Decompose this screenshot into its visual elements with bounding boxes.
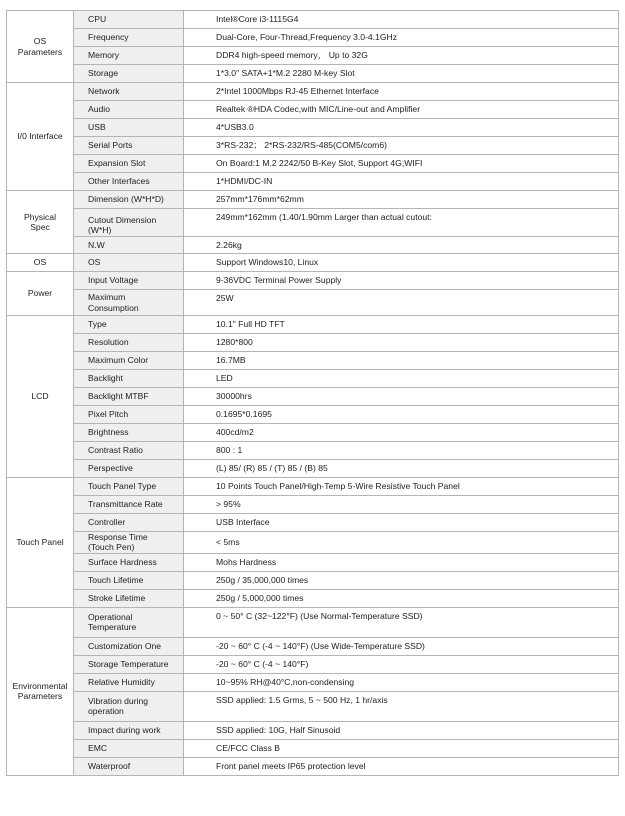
spec-row xyxy=(7,316,619,334)
spec-row xyxy=(7,29,619,47)
spec-table xyxy=(6,10,619,776)
spec-row xyxy=(7,514,619,532)
spec-row xyxy=(7,237,619,254)
spec-table-body xyxy=(7,11,619,776)
spec-param-label: Contrast Ratio xyxy=(74,442,184,460)
spec-value: Support Windows10, Linux xyxy=(184,254,619,272)
spec-value: 16.7MB xyxy=(184,352,619,370)
spec-value: 30000hrs xyxy=(184,388,619,406)
spec-row xyxy=(7,607,619,637)
spec-row xyxy=(7,571,619,589)
spec-row xyxy=(7,65,619,83)
spec-param-label: Transmittance Rate xyxy=(74,496,184,514)
spec-param-label: Network xyxy=(74,83,184,101)
spec-row xyxy=(7,173,619,191)
spec-param-label: Resolution xyxy=(74,334,184,352)
spec-row xyxy=(7,460,619,478)
spec-param-label: Touch Lifetime xyxy=(74,571,184,589)
section-category: I/0 Interface xyxy=(7,83,74,191)
section-category: LCD xyxy=(7,316,74,478)
section-category: Touch Panel xyxy=(7,478,74,608)
spec-value: -20 ~ 60° C (-4 ~ 140°F) xyxy=(184,655,619,673)
spec-param-label: Surface Hardness xyxy=(74,553,184,571)
spec-row xyxy=(7,290,619,316)
spec-row xyxy=(7,757,619,775)
spec-param-label: Customization One xyxy=(74,637,184,655)
spec-value: Front panel meets IP65 protection level xyxy=(184,757,619,775)
spec-value: 1280*800 xyxy=(184,334,619,352)
spec-value: 9-36VDC Terminal Power Supply xyxy=(184,272,619,290)
spec-value: DDR4 high-speed memory， Up to 32G xyxy=(184,47,619,65)
spec-row xyxy=(7,532,619,554)
spec-row xyxy=(7,637,619,655)
section-category: Environmental Parameters xyxy=(7,607,74,775)
spec-param-label: Dimension (W*H*D) xyxy=(74,191,184,209)
spec-value: 250g / 35,000,000 times xyxy=(184,571,619,589)
spec-value: 10~95% RH@40°C,non-condensing xyxy=(184,673,619,691)
spec-row xyxy=(7,673,619,691)
spec-param-label: Stroke Lifetime xyxy=(74,589,184,607)
spec-param-label: Type xyxy=(74,316,184,334)
spec-value: 25W xyxy=(184,290,619,316)
section-category: OS Parameters xyxy=(7,11,74,83)
section-category: Physical Spec xyxy=(7,191,74,254)
spec-value: 400cd/m2 xyxy=(184,424,619,442)
spec-param-label: Storage Temperature xyxy=(74,655,184,673)
spec-param-label: Expansion Slot xyxy=(74,155,184,173)
spec-value: 257mm*176mm*62mm xyxy=(184,191,619,209)
spec-value: 1*3.0" SATA+1*M.2 2280 M-key Slot xyxy=(184,65,619,83)
spec-row xyxy=(7,209,619,237)
spec-param-label: Waterproof xyxy=(74,757,184,775)
spec-value: 10.1" Full HD TFT xyxy=(184,316,619,334)
spec-param-label: Response Time (Touch Pen) xyxy=(74,532,184,554)
spec-row xyxy=(7,424,619,442)
spec-value: USB Interface xyxy=(184,514,619,532)
spec-param-label: USB xyxy=(74,119,184,137)
spec-value: 2*Intel 1000Mbps RJ-45 Ethernet Interface xyxy=(184,83,619,101)
spec-value: 800 : 1 xyxy=(184,442,619,460)
spec-param-label: Touch Panel Type xyxy=(74,478,184,496)
spec-param-label: Other Interfaces xyxy=(74,173,184,191)
spec-row xyxy=(7,739,619,757)
spec-value: SSD applied: 1.5 Grms, 5 ~ 500 Hz, 1 hr/axis xyxy=(184,691,619,721)
spec-param-label: Vibration during operation xyxy=(74,691,184,721)
spec-param-label: Maximum Color xyxy=(74,352,184,370)
spec-row xyxy=(7,334,619,352)
spec-row xyxy=(7,83,619,101)
spec-param-label: N.W xyxy=(74,237,184,254)
spec-param-label: Backlight xyxy=(74,370,184,388)
spec-param-label: Brightness xyxy=(74,424,184,442)
spec-row xyxy=(7,119,619,137)
spec-param-label: Cutout Dimension (W*H) xyxy=(74,209,184,237)
spec-param-label: Operational Temperature xyxy=(74,607,184,637)
spec-row xyxy=(7,442,619,460)
spec-row xyxy=(7,191,619,209)
spec-value: 1*HDMI/DC-IN xyxy=(184,173,619,191)
spec-row xyxy=(7,11,619,29)
spec-param-label: Memory xyxy=(74,47,184,65)
spec-row xyxy=(7,47,619,65)
spec-param-label: Controller xyxy=(74,514,184,532)
spec-row xyxy=(7,655,619,673)
section-category: Power xyxy=(7,272,74,316)
spec-param-label: OS xyxy=(74,254,184,272)
spec-value: 0.1695*0.1695 xyxy=(184,406,619,424)
spec-value: 3*RS-232； 2*RS-232/RS-485(COM5/com6) xyxy=(184,137,619,155)
spec-param-label: Maximum Consumption xyxy=(74,290,184,316)
spec-value: 2.26kg xyxy=(184,237,619,254)
spec-value: On Board:1 M.2 2242/50 B-Key Slot, Support 4G;WIFI xyxy=(184,155,619,173)
spec-param-label: Relative Humidity xyxy=(74,673,184,691)
spec-row xyxy=(7,406,619,424)
spec-value: < 5ms xyxy=(184,532,619,554)
section-category: OS xyxy=(7,254,74,272)
spec-value: 249mm*162mm (1.40/1.90mm Larger than actual cutout: xyxy=(184,209,619,237)
spec-row xyxy=(7,352,619,370)
spec-value: 4*USB3.0 xyxy=(184,119,619,137)
spec-row xyxy=(7,691,619,721)
spec-row xyxy=(7,388,619,406)
spec-row xyxy=(7,721,619,739)
spec-row xyxy=(7,370,619,388)
spec-row xyxy=(7,137,619,155)
spec-value: > 95% xyxy=(184,496,619,514)
spec-value: -20 ~ 60° C (-4 ~ 140°F) (Use Wide-Temperature SSD) xyxy=(184,637,619,655)
spec-param-label: Frequency xyxy=(74,29,184,47)
spec-row xyxy=(7,254,619,272)
spec-param-label: Audio xyxy=(74,101,184,119)
spec-param-label: EMC xyxy=(74,739,184,757)
spec-value: 10 Points Touch Panel/High-Temp 5-Wire Resistive Touch Panel xyxy=(184,478,619,496)
spec-value: Realtek ®HDA Codec,with MIC/Line-out and Amplifier xyxy=(184,101,619,119)
spec-row xyxy=(7,272,619,290)
spec-value: CE/FCC Class B xyxy=(184,739,619,757)
spec-row xyxy=(7,155,619,173)
spec-param-label: Input Voltage xyxy=(74,272,184,290)
spec-param-label: Pixel Pitch xyxy=(74,406,184,424)
spec-value: 250g / 5,000,000 times xyxy=(184,589,619,607)
spec-row xyxy=(7,496,619,514)
spec-value: Dual-Core, Four-Thread,Frequency 3.0-4.1GHz xyxy=(184,29,619,47)
spec-value: (L) 85/ (R) 85 / (T) 85 / (B) 85 xyxy=(184,460,619,478)
spec-value: Intel®Core i3-1115G4 xyxy=(184,11,619,29)
spec-param-label: Storage xyxy=(74,65,184,83)
spec-value: SSD applied: 10G, Half Sinusoid xyxy=(184,721,619,739)
spec-param-label: CPU xyxy=(74,11,184,29)
spec-param-label: Perspective xyxy=(74,460,184,478)
spec-value: Mohs Hardness xyxy=(184,553,619,571)
spec-value: LED xyxy=(184,370,619,388)
spec-row xyxy=(7,101,619,119)
spec-param-label: Impact during work xyxy=(74,721,184,739)
spec-value: 0 ~ 50° C (32~122°F) (Use Normal-Temperature SSD) xyxy=(184,607,619,637)
spec-param-label: Backlight MTBF xyxy=(74,388,184,406)
spec-row xyxy=(7,589,619,607)
spec-row xyxy=(7,478,619,496)
spec-param-label: Serial Ports xyxy=(74,137,184,155)
spec-row xyxy=(7,553,619,571)
